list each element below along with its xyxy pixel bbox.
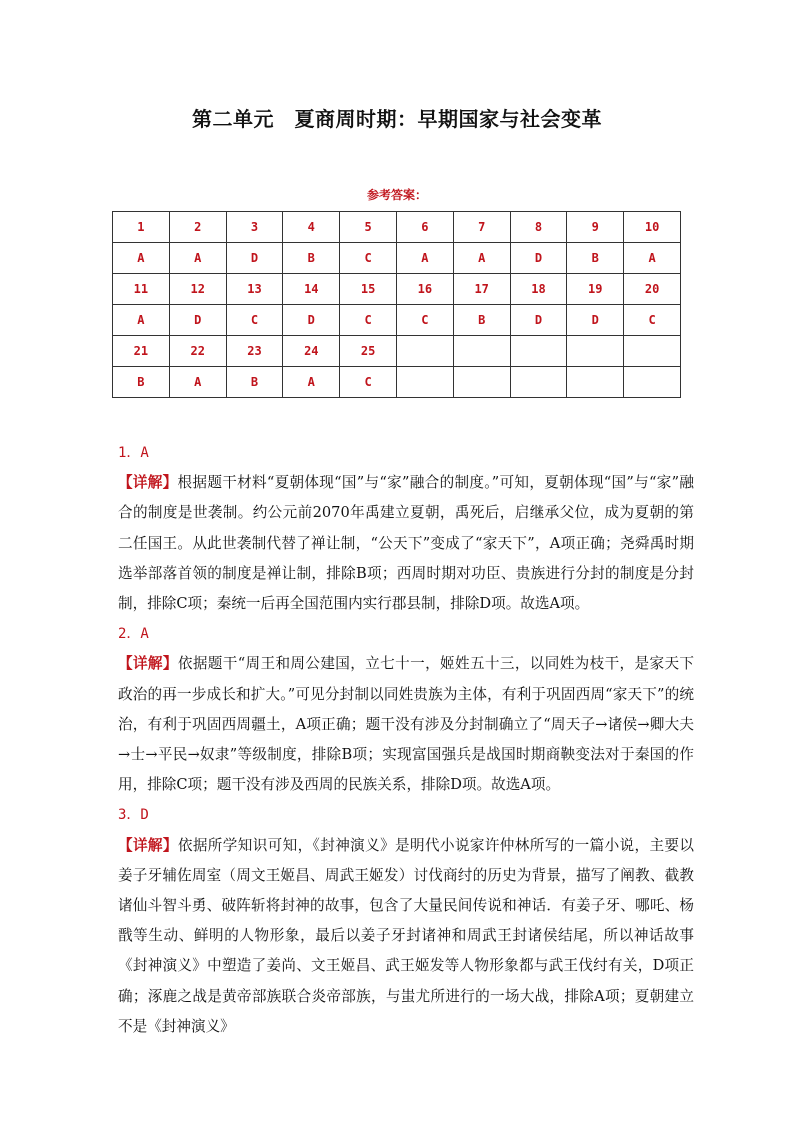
page-title: 第二单元 夏商周时期：早期国家与社会变革: [192, 107, 602, 131]
answer-cell: D: [567, 305, 624, 336]
question-number-cell: 15: [340, 274, 397, 305]
question-number-cell: [567, 336, 624, 367]
question-number-cell: 7: [453, 212, 510, 243]
question-number-cell: 1: [113, 212, 170, 243]
answer-cell: D: [510, 243, 567, 274]
answer-cell: [567, 367, 624, 398]
question-number-cell: 9: [567, 212, 624, 243]
answer-cell: B: [453, 305, 510, 336]
question-number-cell: 2: [169, 212, 226, 243]
question-number-row: [113, 212, 681, 243]
explanations: [118, 438, 694, 1042]
answer-cell: D: [169, 305, 226, 336]
question-number-cell: 18: [510, 274, 567, 305]
answer-cell: C: [226, 305, 283, 336]
answer-cell: C: [340, 367, 397, 398]
question-number-cell: 20: [624, 274, 681, 305]
answer-cell: A: [113, 305, 170, 336]
answer-cell: D: [510, 305, 567, 336]
answer-cell: A: [169, 367, 226, 398]
question-number-cell: [624, 336, 681, 367]
answer-key-heading: 参考答案：: [366, 188, 427, 202]
answer-row: [113, 243, 681, 274]
detail-tag: 【详解】: [118, 836, 178, 854]
question-number: 3．D: [118, 807, 149, 824]
explanation-paragraph: [118, 831, 694, 1042]
explanation-text: 依据所学知识可知，《封神演义》是明代小说家许仲林所写的一篇小说，主要以姜子牙辅佐周室（周文王姬昌、周武王姬发）讨伐商纣的历史为背景，描写了阐教、截教诸仙斗智斗勇、破阵斩将封神的故事，包含了大量民间传说和神话．有姜子牙、哪吒、杨戬等生动、鲜明的人物形象，最后以姜子牙封诸神和周武王封诸侯结尾，所以神话故事《封神演义》中塑造了姜尚、文王姬昌、武王姬发等人物形象都与武王伐纣有关，D项正确；涿鹿之战是黄帝部族联合炎帝部族，与蚩尤所进行的一场大战，排除A项；夏朝建立不是《封神演义》: [118, 836, 694, 1035]
answer-cell: [510, 367, 567, 398]
explanation-paragraph: [118, 468, 694, 619]
question-number-cell: 23: [226, 336, 283, 367]
answer-row: [113, 367, 681, 398]
question-number-row: [113, 274, 681, 305]
question-number-cell: 13: [226, 274, 283, 305]
answer-cell: A: [453, 243, 510, 274]
question-number-cell: [453, 336, 510, 367]
answer-cell: [396, 367, 453, 398]
question-number-cell: 25: [340, 336, 397, 367]
question-number-cell: 12: [169, 274, 226, 305]
answer-cell: B: [113, 367, 170, 398]
question-number-cell: 21: [113, 336, 170, 367]
answer-cell: C: [340, 305, 397, 336]
answer-cell: C: [396, 305, 453, 336]
question-number-cell: 22: [169, 336, 226, 367]
question-number-cell: 10: [624, 212, 681, 243]
answer-cell: B: [226, 367, 283, 398]
explanation-text: 根据题干材料“夏朝体现“国”与“家”融合的制度。”可知，夏朝体现“国”与“家”融合的制度是世袭制。约公元前2070年禹建立夏朝，禹死后，启继承父位，成为夏朝的第二任国王。从此世袭制代替了禅让制，“公天下”变成了“家天下”，A项正确；尧舜禹时期选举部落首领的制度是禅让制，排除B项；西周时期对功臣、贵族进行分封的制度是分封制，排除C项；秦统一后再全国范围内实行郡县制，排除D项。故选A项。: [118, 474, 694, 613]
question-number-row: [113, 336, 681, 367]
answer-cell: [624, 367, 681, 398]
detail-tag: 【详解】: [118, 474, 178, 492]
question-number-cell: 16: [396, 274, 453, 305]
question-number-cell: 5: [340, 212, 397, 243]
question-number-cell: 6: [396, 212, 453, 243]
answer-cell: C: [624, 305, 681, 336]
answer-cell: A: [624, 243, 681, 274]
question-number-cell: 3: [226, 212, 283, 243]
question-number-cell: 8: [510, 212, 567, 243]
explanation-text: 依据题干“周王和周公建国，立七十一，姬姓五十三，以同姓为枝干，是家天下政治的再一步成长和扩大。”可见分封制以同姓贵族为主体，有利于巩固西周“家天下”的统治，有利于巩固西周疆土，A项正确；题干没有涉及分封制确立了“周天子→诸侯→卿大夫→士→平民→奴隶”等级制度，排除B项；实现富国强兵是战国时期商鞅变法对于秦国的作用，排除C项；题干没有涉及西周的民族关系，排除D项。故选A项。: [118, 655, 694, 794]
answer-cell: D: [226, 243, 283, 274]
answer-cell: [453, 367, 510, 398]
answer-cell: A: [396, 243, 453, 274]
answer-cell: B: [283, 243, 340, 274]
question-number-cell: 17: [453, 274, 510, 305]
explanation-paragraph: [118, 649, 694, 800]
question-number-cell: [510, 336, 567, 367]
answer-cell: B: [567, 243, 624, 274]
question-number-cell: [396, 336, 453, 367]
question-number: 1．A: [118, 445, 149, 461]
answer-cell: A: [113, 243, 170, 274]
question-number-cell: 19: [567, 274, 624, 305]
detail-tag: 【详解】: [118, 655, 178, 673]
answer-cell: D: [283, 305, 340, 336]
question-number-cell: 14: [283, 274, 340, 305]
answer-cell: A: [283, 367, 340, 398]
question-number: 2．A: [118, 626, 149, 643]
question-number-cell: 24: [283, 336, 340, 367]
answer-cell: A: [169, 243, 226, 274]
answer-key-table: [112, 211, 681, 398]
answer-cell: C: [340, 243, 397, 274]
answer-row: [113, 305, 681, 336]
question-number-cell: 4: [283, 212, 340, 243]
question-number-cell: 11: [113, 274, 170, 305]
